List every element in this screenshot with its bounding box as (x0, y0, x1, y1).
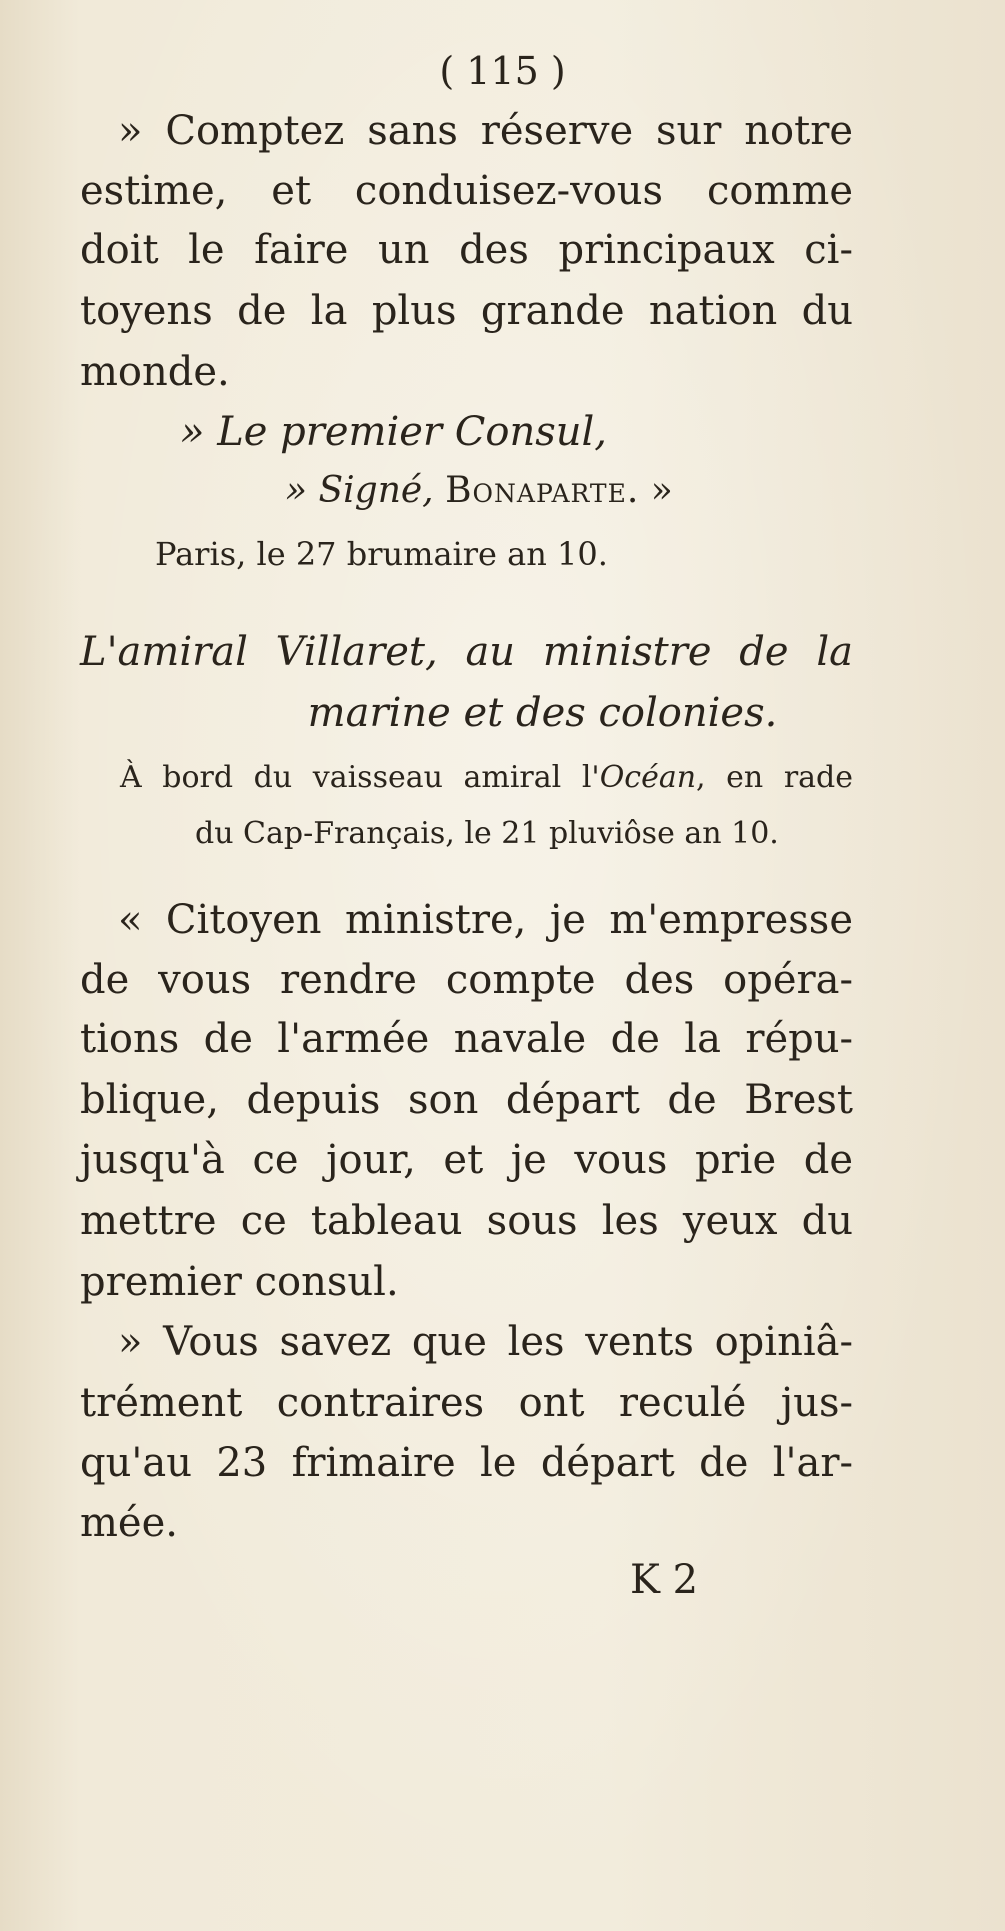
body-line: mée. (80, 1500, 178, 1546)
signature-title: » Le premier Consul, (180, 409, 608, 455)
text-line: monde. (80, 349, 230, 395)
body-line: mettre ce tableau sous les yeux du (80, 1198, 853, 1244)
text-line: » Comptez sans réserve sur notre (118, 108, 853, 154)
text-line: doit le faire un des principaux ci- (80, 227, 853, 273)
text-line: estime, et conduisez-vous comme (80, 168, 853, 214)
body-line: premier consul. (80, 1259, 399, 1305)
signed-prefix: » Signé, (285, 470, 434, 511)
body-line: « Citoyen ministre, je m'empresse (118, 897, 853, 943)
body-line: jusqu'à ce jour, et je vous prie de (80, 1137, 853, 1183)
location-suffix: , en rade (696, 760, 854, 795)
body-line: trément contraires ont reculé jus- (80, 1380, 853, 1426)
signature-mark: K 2 (630, 1557, 699, 1603)
letter-location-line-1 (120, 760, 854, 795)
signature-line (285, 470, 673, 511)
signed-name: Bonaparte. (445, 470, 640, 511)
text-line: toyens de la plus grande nation du (80, 288, 853, 334)
page-number: ( 115 ) (439, 49, 566, 93)
body-line: qu'au 23 frimaire le départ de l'ar- (80, 1440, 853, 1486)
body-line: tions de l'armée navale de la répu- (80, 1016, 853, 1062)
ship-name: Océan (599, 760, 697, 795)
signed-suffix: » (650, 470, 673, 511)
body-line: blique, depuis son départ de Brest (80, 1077, 853, 1123)
body-line: » Vous savez que les vents opiniâ- (118, 1319, 853, 1365)
letter-location-line-2: du Cap-Français, le 21 pluviôse an 10. (195, 816, 779, 851)
body-line: de vous rendre compte des opéra- (80, 957, 853, 1003)
place-date: Paris, le 27 brumaire an 10. (155, 535, 608, 573)
location-prefix: À bord du vaisseau amiral l' (120, 760, 600, 795)
letter-heading-line-1: L'amiral Villaret, au ministre de la (80, 629, 853, 675)
letter-heading-line-2: marine et des colonies. (307, 690, 778, 736)
